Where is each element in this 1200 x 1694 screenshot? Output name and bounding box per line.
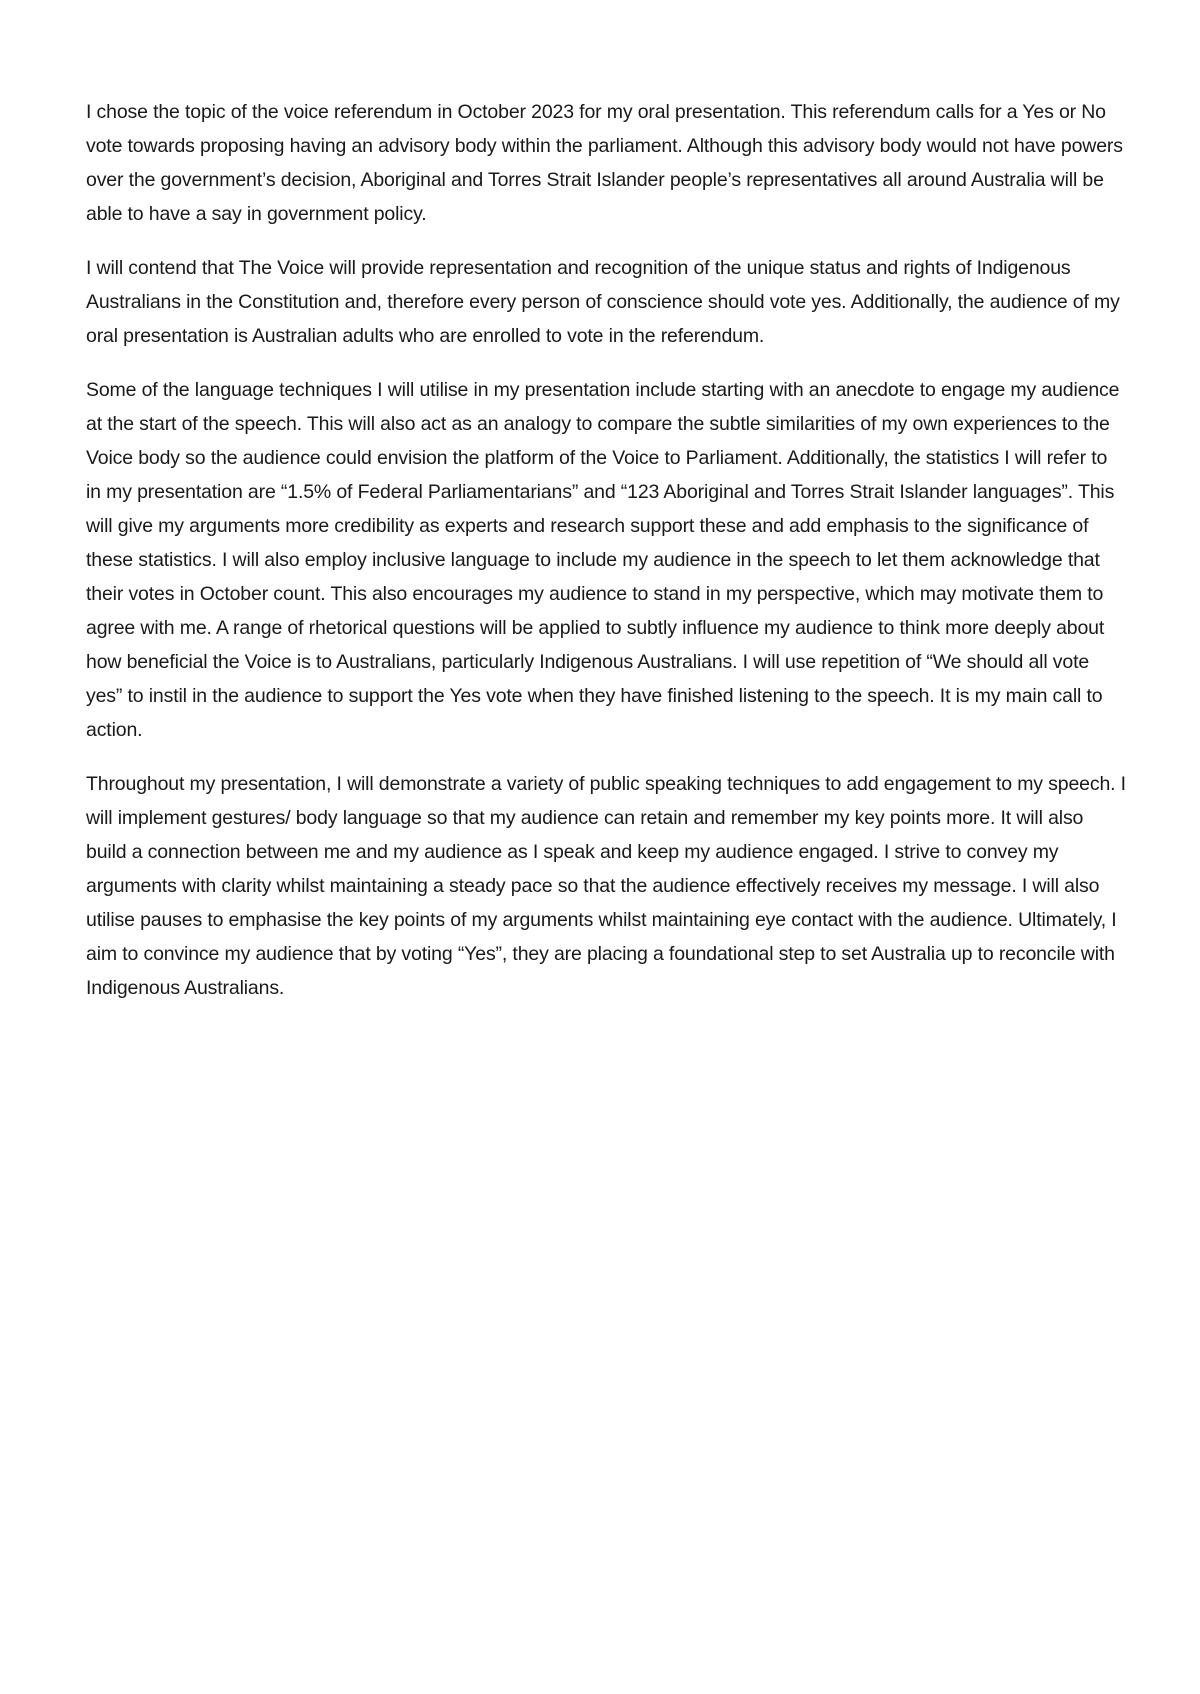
paragraph-public-speaking: Throughout my presentation, I will demonstrate a variety of public speaking techniques to add engagement to my speech. I will implement gestures/ body language so that my audience can retain and remember my key points more. It will also build a connection between me and my audience as I speak and keep my audience engaged. I strive to convey my arguments with clarity whilst maintaining a steady pace so that the audience effectively receives my message. I will also utilise pauses to emphasise the key points of my arguments whilst maintaining eye contact with the audience. Ultimately, I aim to convince my audience that by voting “Yes”, they are placing a foundational step to set Australia up to reconcile with Indigenous Australians. [86,773,1126,999]
paragraph-contention: I will contend that The Voice will provide representation and recognition of the unique status and rights of Indigenous Australians in the Constitution and, therefore every person of conscience should vote yes. Additionally, the audience of my oral presentation is Australian adults who are enrolled to vote in the referendum. [86,257,1120,347]
document-body [86,95,1126,1025]
paragraph-language-techniques: Some of the language techniques I will utilise in my presentation include starting with an anecdote to engage my audience at the start of the speech. This will also act as an analogy to compare the subtle similarities of my own experiences to the Voice body so the audience could envision the platform of the Voice to Parliament. Additionally, the statistics I will refer to in my presentation are “1.5% of Federal Parliamentarians” and “123 Aboriginal and Torres Strait Islander languages”. This will give my arguments more credibility as experts and research support these and add emphasis to the significance of these statistics. I will also employ inclusive language to include my audience in the speech to let them acknowledge that their votes in October count. This also encourages my audience to stand in my perspective, which may motivate them to agree with me. A range of rhetorical questions will be applied to subtly influence my audience to think more deeply about how beneficial the Voice is to Australians, particularly Indigenous Australians. I will use repetition of “We should all vote yes” to instil in the audience to support the Yes vote when they have finished listening to the speech. It is my main call to action. [86,379,1120,741]
paragraph-topic: I chose the topic of the voice referendum in October 2023 for my oral presentation. This referendum calls for a Yes or No vote towards proposing having an advisory body within the parliament. Although this advisory body would not have powers over the government’s decision, Aboriginal and Torres Strait Islander people’s representatives all around Australia will be able to have a say in government policy. [86,101,1123,225]
